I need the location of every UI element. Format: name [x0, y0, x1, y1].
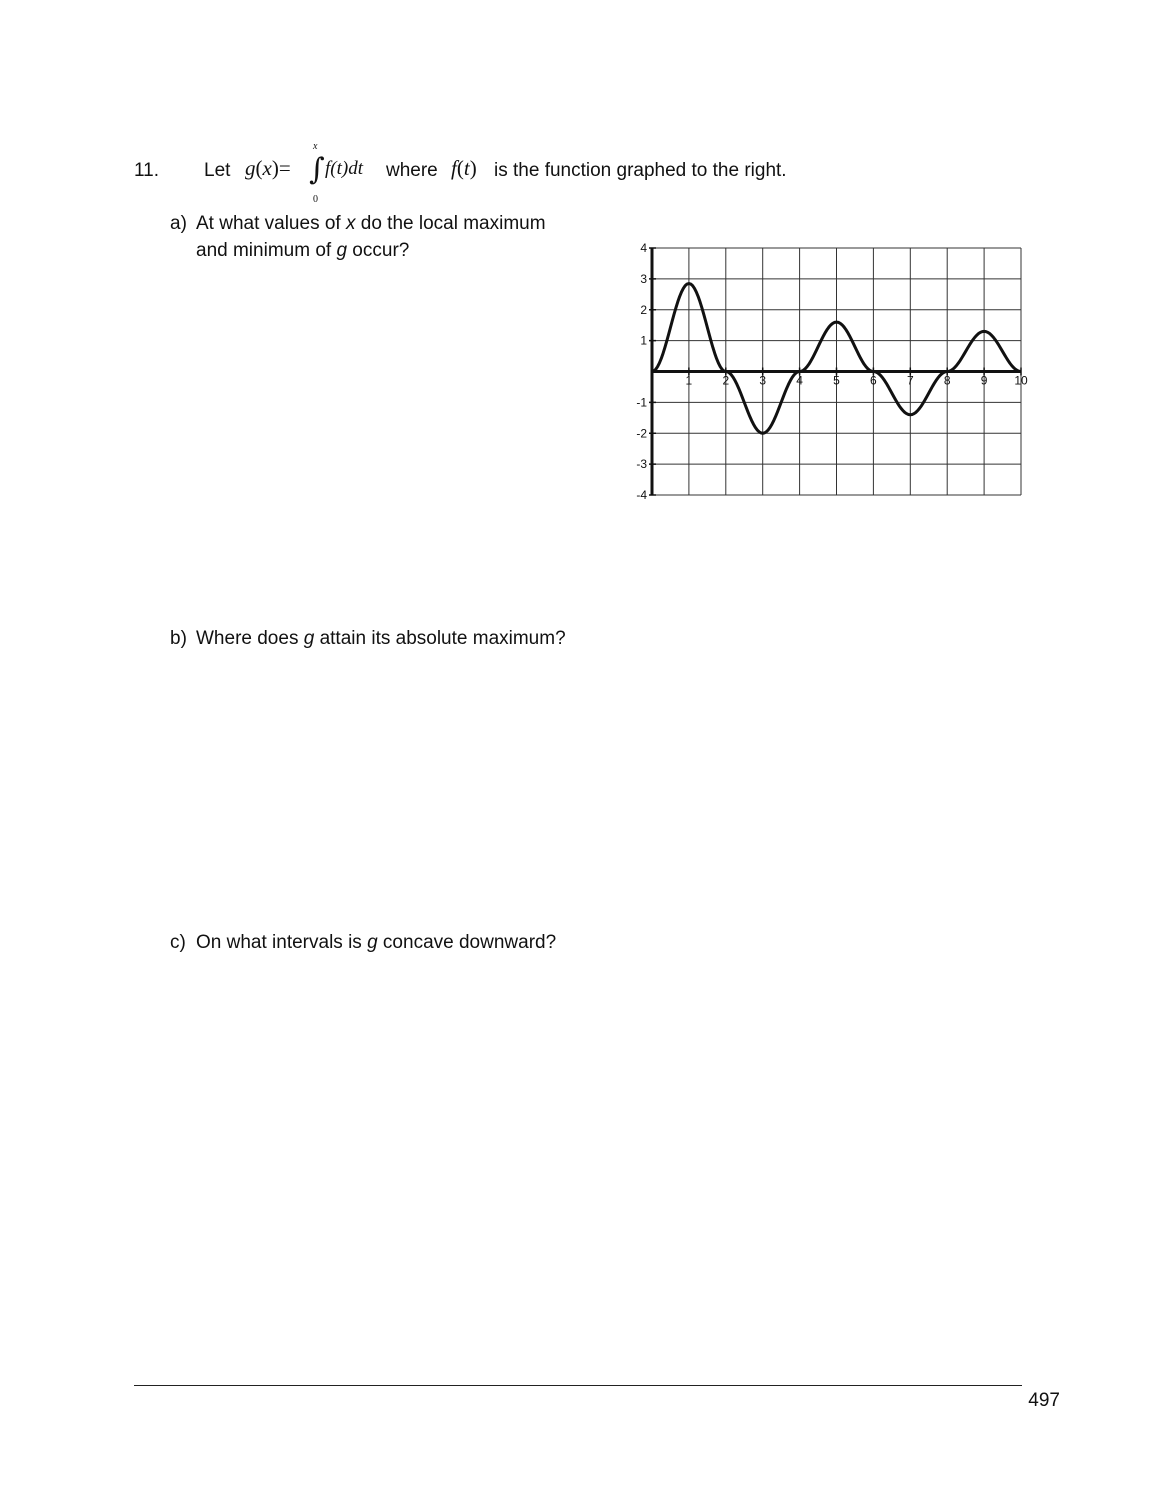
x-tick-label: 1: [685, 373, 693, 388]
function-graph: [0, 0, 1156, 520]
problem-suffix: is the function graphed to the right.: [494, 160, 787, 181]
y-tick-label: -2: [636, 426, 647, 441]
integral-lower-limit: 0: [313, 194, 318, 205]
part-c-label: c): [170, 932, 186, 953]
integrand: f(t)dt: [325, 158, 363, 179]
part-b-question: Where does g attain its absolute maximum?: [196, 628, 566, 649]
page-number: 497: [1028, 1390, 1060, 1411]
x-tick-label: 4: [796, 373, 803, 388]
f-symbol: f: [451, 156, 457, 180]
t-symbol: t: [463, 156, 470, 180]
x-tick-label: 8: [943, 373, 951, 388]
y-tick-label: 4: [640, 241, 647, 255]
part-a-label: a): [170, 213, 187, 234]
g-variable: g: [367, 932, 378, 953]
g-variable: g: [336, 240, 348, 261]
problem-where: where: [386, 160, 438, 181]
part-a-question-line2: and minimum of g occur?: [196, 240, 410, 261]
x-tick-label: 5: [833, 373, 840, 388]
x-variable: x: [345, 213, 356, 234]
x-symbol: x: [262, 156, 272, 180]
g-symbol: g: [245, 156, 256, 180]
integral-upper-limit: x: [313, 141, 318, 152]
x-tick-label: 7: [906, 373, 914, 388]
g-variable: g: [303, 628, 315, 649]
x-tick-label: 2: [722, 373, 730, 388]
f-of-t: f(t): [451, 156, 477, 180]
y-tick-label: 1: [640, 333, 647, 348]
g-definition: g(x)=: [245, 156, 291, 180]
problem-let: Let: [204, 160, 231, 181]
x-tick-label: 9: [980, 373, 988, 388]
y-tick-label: -1: [636, 395, 647, 410]
part-a-question-line1: At what values of x do the local maximum: [196, 213, 546, 234]
x-tick-label: 6: [870, 373, 877, 388]
y-tick-label: -3: [636, 457, 647, 472]
part-b-label: b): [170, 628, 187, 649]
equals-sign: =: [278, 156, 291, 180]
x-tick-label: 3: [759, 373, 767, 388]
y-tick-label: -4: [636, 488, 647, 502]
integral-sign: ∫: [309, 152, 325, 187]
part-c-question: On what intervals is g concave downward?: [196, 932, 557, 953]
y-tick-label: 2: [640, 302, 647, 317]
problem-number: 11.: [134, 160, 160, 181]
y-tick-label: 3: [640, 271, 647, 286]
x-tick-label: 10: [1014, 373, 1028, 388]
footer-divider: [134, 1385, 1022, 1386]
